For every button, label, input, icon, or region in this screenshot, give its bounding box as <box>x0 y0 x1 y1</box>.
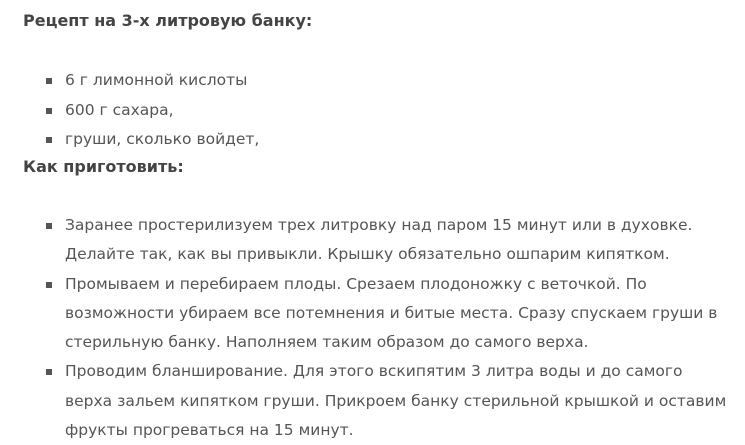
ingredients-heading: Рецепт на 3-х литровую банку: <box>23 11 313 30</box>
list-item <box>23 211 733 270</box>
square-bullet-icon <box>46 369 52 375</box>
list-item <box>23 357 733 445</box>
square-bullet-icon <box>46 78 52 84</box>
ingredients-list <box>23 66 733 155</box>
square-bullet-icon <box>46 282 52 288</box>
steps-heading: Как приготовить: <box>23 157 184 176</box>
step-text: Заранее простерилизуем трех литровку над паром 15 минут или в духовке. Делайте так, как вы привыкли. Крышку обязательно ошпарим кипятком. <box>65 216 693 264</box>
square-bullet-icon <box>46 223 52 229</box>
square-bullet-icon <box>46 137 52 143</box>
square-bullet-icon <box>46 108 52 114</box>
list-item <box>23 96 733 126</box>
ingredient-text: груши, сколько войдет, <box>65 130 260 148</box>
list-item <box>23 66 733 96</box>
ingredient-text: 600 г сахара, <box>65 100 174 119</box>
steps-list <box>23 211 733 445</box>
step-text: Промываем и перебираем плоды. Срезаем плодоножку с веточкой. По возможности убираем все потемнения и битые места. Сразу спускаем груши в стерильную банку. Наполняем таким образом до самого верха. <box>65 274 718 352</box>
list-item <box>23 270 733 358</box>
list-item <box>23 125 733 155</box>
ingredient-text: 6 г лимонной кислоты <box>65 71 248 89</box>
step-text: Проводим бланширование. Для этого вскипятим 3 литра воды и до самого верха зальем кипятком груши. Прикроем банку стерильной крышкой и оставим фрукты прогреваться на 15 минут. <box>65 362 727 440</box>
